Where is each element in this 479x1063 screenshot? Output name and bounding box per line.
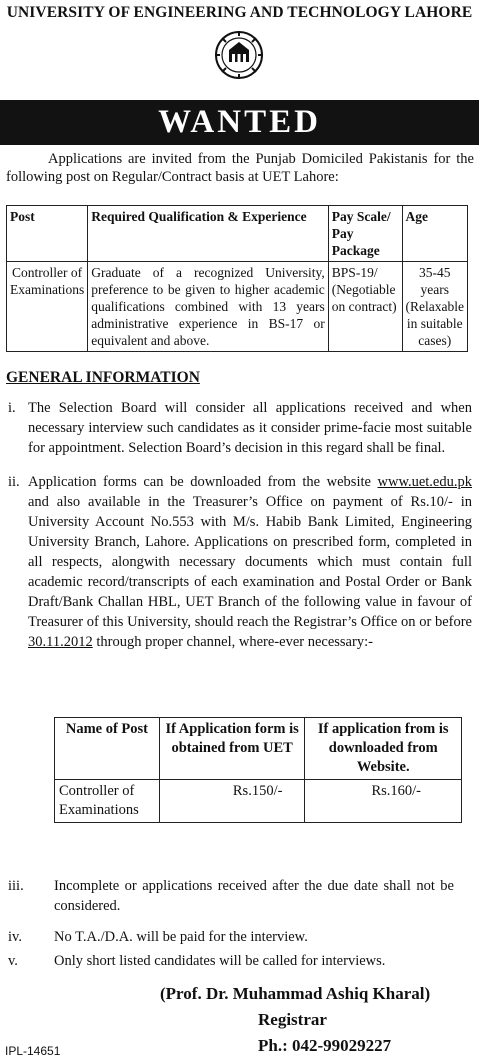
- header-website-form: If application from is downloaded from Website.: [305, 718, 462, 780]
- item-number: ii.: [8, 474, 20, 490]
- cell-uet-fee: Rs.150/-: [159, 780, 305, 823]
- list-item: [8, 927, 472, 947]
- item-text: Only short listed candidates will be called for interviews.: [54, 953, 386, 969]
- item-number: iv.: [8, 929, 22, 945]
- signatory-designation: Registrar: [258, 1010, 327, 1029]
- signatory-name: (Prof. Dr. Muhammad Ashiq Kharal): [160, 984, 431, 1003]
- list-item: [8, 876, 472, 916]
- intro-paragraph: [6, 150, 474, 186]
- cell-post: Controller of Examinations: [7, 262, 88, 352]
- intro-text: Applications are invited from the Punjab Domiciled Pakistanis for the following post on Regular/Contract basis at UET Lahore:: [6, 151, 474, 185]
- header-post: Post: [7, 206, 88, 262]
- item-number: v.: [8, 953, 18, 969]
- header-qualification: Required Qualification & Experience: [88, 206, 329, 262]
- fee-table: [54, 717, 462, 823]
- table-row: [55, 780, 462, 823]
- item-text: Incomplete or applications received after the due date shall not be considered.: [54, 878, 454, 914]
- item-text: [28, 472, 472, 652]
- cell-age: 35-45 years (Relaxable in suitable cases): [402, 262, 467, 352]
- list-item: [8, 472, 472, 672]
- cell-qualification: Graduate of a recognized University, preference to be given to higher academic qualifications combined with 13 years administrative experience in BS-17 or equivalent and above.: [88, 262, 329, 352]
- header-uet-form: If Application form is obtained from UET: [159, 718, 305, 780]
- university-logo-icon: [214, 30, 264, 80]
- ad-code: IPL-14651: [5, 1044, 61, 1058]
- post-table-header: [7, 206, 468, 262]
- table-row: [7, 262, 468, 352]
- item-number: i.: [8, 400, 16, 416]
- wanted-banner: WANTED: [0, 100, 479, 145]
- contact-phone: Ph.: 042-99029227: [258, 1036, 392, 1055]
- item-number: iii.: [8, 878, 24, 894]
- general-information-heading: GENERAL INFORMATION: [6, 369, 200, 386]
- header-age: Age: [402, 206, 467, 262]
- header-name-of-post: Name of Post: [55, 718, 160, 780]
- header-pay: Pay Scale/ Pay Package: [328, 206, 402, 262]
- cell-post-name: Controller of Examinations: [55, 780, 160, 823]
- item-text-part: and also available in the Treasurer’s Office on payment of Rs.10/- in University Account No.553 with M/s. Habib Bank Limited, Engineering University Branch, Lahore. Applications on prescribed form, completed in all respects, alongwith necessary documents which must contain full academic record/transcripts of each examination and Postal Order or Bank Draft/Bank Challan HBL, UET Branch of the following value in favour of Treasurer of this University, should reach the Registrar’s Office on or before: [28, 494, 472, 630]
- cell-web-fee: Rs.160/-: [305, 780, 462, 823]
- fee-table-header: [55, 718, 462, 780]
- item-text-part: Application forms can be downloaded from the website: [28, 474, 378, 490]
- item-text: No T.A./D.A. will be paid for the interview.: [54, 929, 308, 945]
- post-table: [6, 205, 468, 352]
- item-text: The Selection Board will consider all applications received and when necessary interview such candidates as it consider prime-facie most suitable for appointment. Selection Board’s decision in this regard shall be final.: [28, 400, 472, 456]
- list-item: [8, 951, 472, 971]
- website-link[interactable]: www.uet.edu.pk: [377, 474, 472, 490]
- list-item: [8, 398, 472, 460]
- due-date: 30.11.2012: [28, 634, 93, 650]
- item-text-part: through proper channel, where-ever necessary:-: [92, 634, 373, 650]
- university-title: UNIVERSITY OF ENGINEERING AND TECHNOLOGY LAHORE: [6, 4, 473, 21]
- cell-pay: BPS-19/ (Negotiable on contract): [328, 262, 402, 352]
